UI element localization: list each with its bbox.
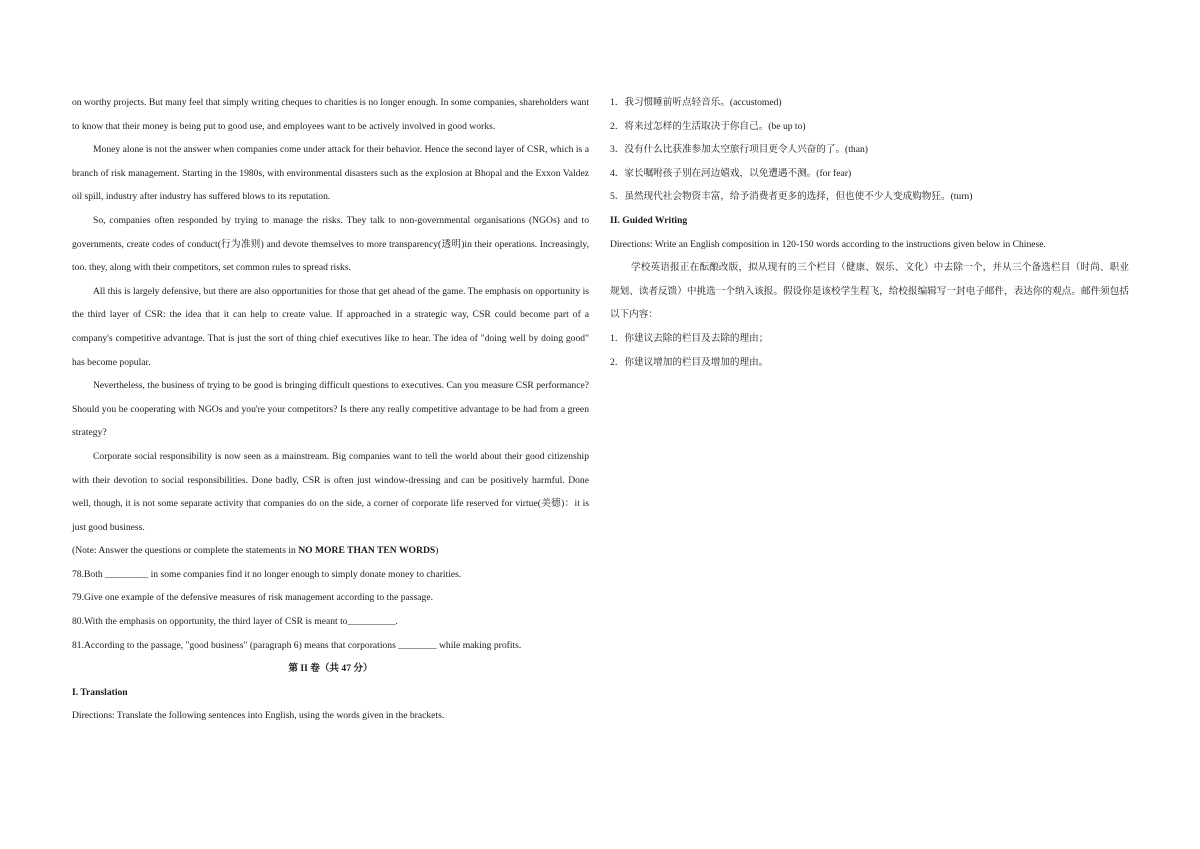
answer-note-suffix: ) — [435, 545, 439, 557]
answer-note — [72, 539, 589, 563]
right-column — [610, 91, 1129, 374]
answer-note-prefix: (Note: Answer the questions or complete the statements in — [72, 545, 299, 557]
translation-item-1: 1．我习惯睡前听点轻音乐。(accustomed) — [610, 97, 782, 108]
question-80: 80.With the emphasis on opportunity, the third layer of CSR is meant to__________. — [72, 616, 398, 628]
translation-item-5: 5．虽然现代社会物资丰富，给予消费者更多的选择，但也使不少人变成购物狂。(turn) — [610, 191, 973, 203]
translation-item-4: 4．家长嘱咐孩子别在河边嬉戏，以免遭遇不测。(for fear) — [610, 167, 852, 179]
reading-paragraph-3: So, companies often responded by trying to manage the risks. They talk to non-governmental organisations (NGOs) and to governments, create codes of conduct(行为准则) and devote themselves to more transparency(透明)in their operations. Increasingly, too. they, along with their competitors, set common rules to spread risks. — [72, 214, 589, 274]
writing-prompt: 学校英语报正在酝酿改版，拟从现有的三个栏目（健康、娱乐、文化）中去除一个，并从三个备选栏目（时尚、职业规划、读者反馈）中挑选一个纳入该报。假设你是该校学生程飞，给校报编辑写一封电子邮件，表达你的观点。邮件须包括以下内容： — [610, 262, 1129, 321]
writing-point-1: 1．你建议去除的栏目及去除的理由； — [610, 332, 769, 344]
left-column — [72, 91, 589, 728]
question-79: 79.Give one example of the defensive measures of risk management according to the passage. — [72, 592, 433, 604]
reading-paragraph-6: Corporate social responsibility is now seen as a mainstream. Big companies want to tell the world about their good citizenship with their devotion to social responsibilities. Done badly, CSR is often just window-dressing and can be positively harmful. Done well, though, it is not some separate activity that companies do on the side, a corner of corporate life reserved for virtue(美德)：it is just good business. — [72, 450, 589, 533]
reading-paragraph-2: Money alone is not the answer when companies come under attack for their behavior. Hence the second layer of CSR, which is a branch of risk management. Starting in the 1980s, with environmental disasters such as the explosion at Bhopal and the Exxon Valdez oil spill, industry after industry has suffered blows to its reputation. — [72, 144, 589, 203]
writing-heading: II. Guided Writing — [610, 214, 688, 226]
writing-point-2: 2．你建议增加的栏目及增加的理由。 — [610, 356, 769, 368]
translation-heading: I. Translation — [72, 686, 128, 698]
question-78: 78.Both _________ in some companies find it no longer enough to simply donate money to charities. — [72, 568, 462, 580]
section-2-title: 第 II 卷（共 47 分） — [288, 663, 373, 675]
question-81: 81.According to the passage, "good business" (paragraph 6) means that corporations ________ while making profits. — [72, 639, 522, 651]
reading-paragraph-5: Nevertheless, the business of trying to be good is bringing difficult questions to executives. Can you measure CSR performance? Should you be cooperating with NGOs and you're your competitors? Is there any really competitive advantage to be had from a green strategy? — [72, 380, 589, 439]
translation-directions: Directions: Translate the following sentences into English, using the words given in the brackets. — [72, 710, 445, 722]
answer-note-bold: NO MORE THAN TEN WORDS — [298, 545, 436, 557]
writing-directions: Directions: Write an English composition in 120-150 words according to the instructions given below in Chinese. — [610, 238, 1046, 250]
translation-item-3: 3．没有什么比获准参加太空旅行项目更令人兴奋的了。(than) — [610, 144, 868, 156]
translation-item-2: 2．将来过怎样的生活取决于你自己。(be up to) — [610, 120, 806, 132]
reading-paragraph-4: All this is largely defensive, but there are also opportunities for those that get ahead of the game. The emphasis on opportunity is the third layer of CSR: the idea that it can help to create value. If approached in a strategic way, CSR could become part of a company's competitive advantage. That is just the sort of thing chief executives like to hear. The idea of "doing well by doing good" has become popular. — [72, 285, 589, 368]
reading-paragraph-1: on worthy projects. But many feel that simply writing cheques to charities is no longer enough. In some companies, shareholders want to know that their money is being put to good use, and employees want to be actively involved in good works. — [72, 97, 589, 132]
